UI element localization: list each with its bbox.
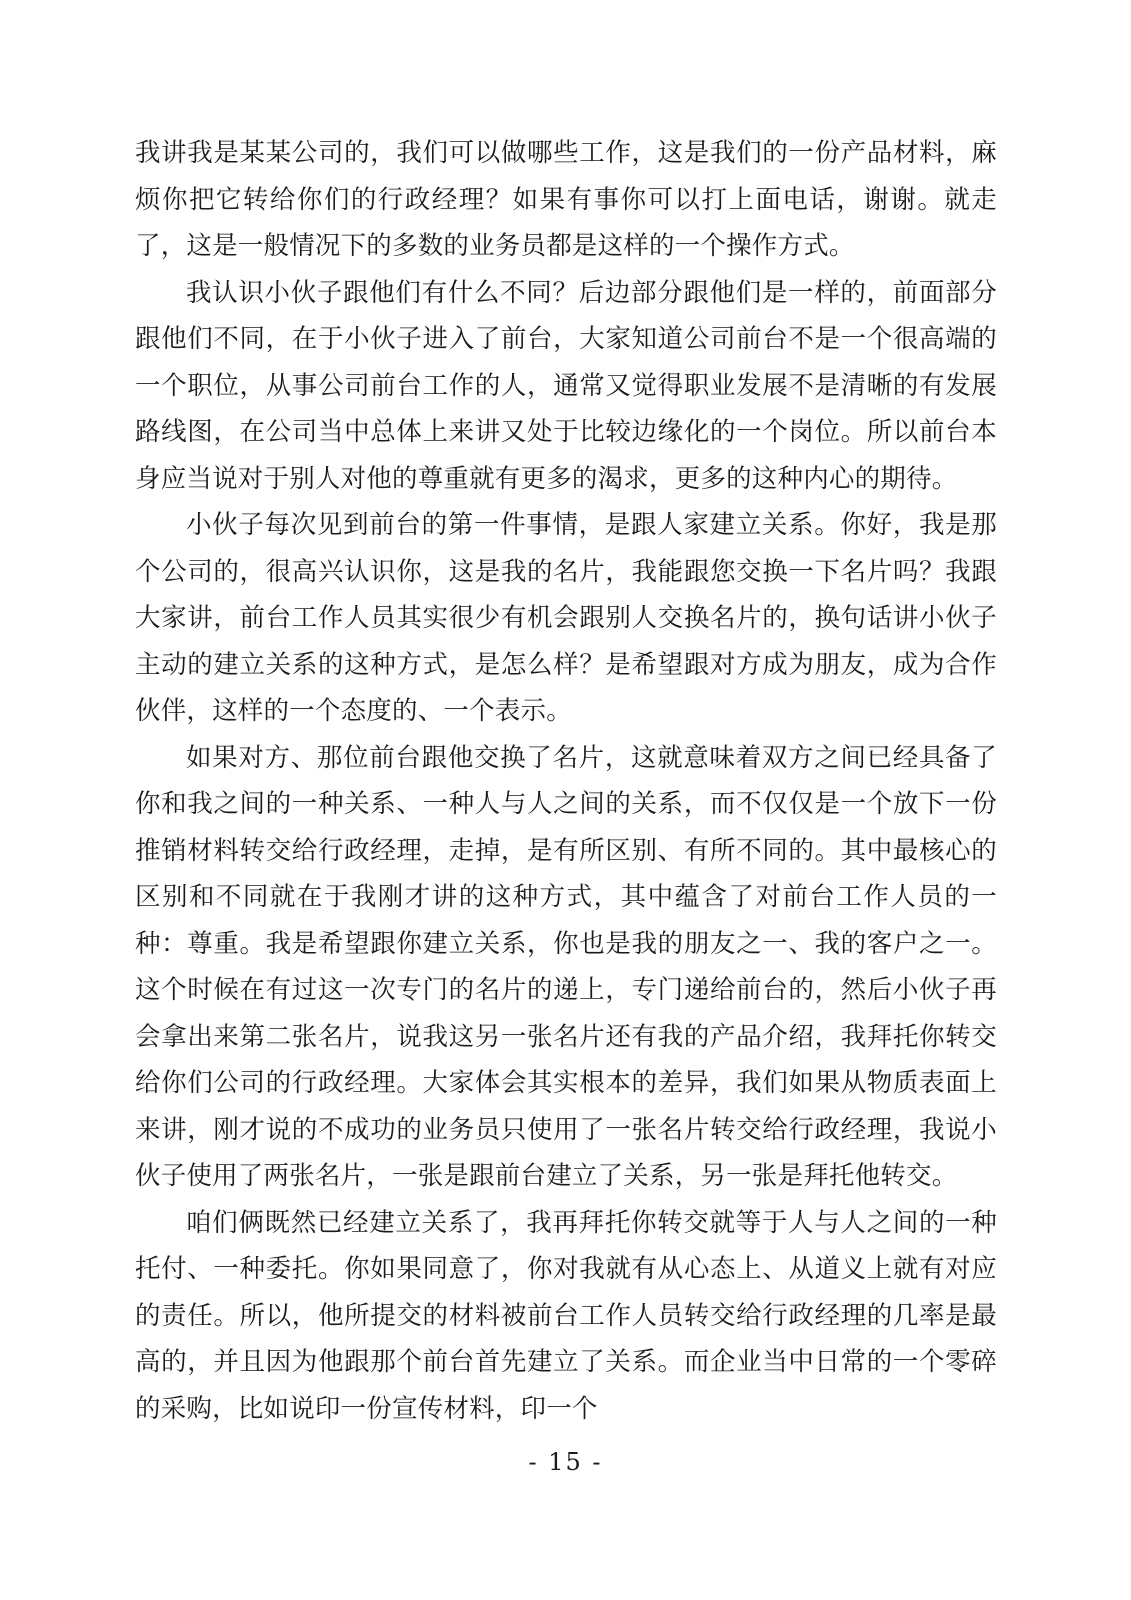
paragraph: 咱们俩既然已经建立关系了，我再拜托你转交就等于人与人之间的一种托付、一种委托。你如果同意了，你对我就有从心态上、从道义上就有对应的责任。所以，他所提交的材料被前台工作人员转交给行政经理的几率是最高的，并且因为他跟那个前台首先建立了关系。而企业当中日常的一个零碎的采购，比如说印一份宣传材料，印一个 (135, 1207, 997, 1424)
paragraph: 我讲我是某某公司的，我们可以做哪些工作，这是我们的一份产品材料，麻烦你把它转给你们的行政经理？如果有事你可以打上面电话，谢谢。就走了，这是一般情况下的多数的业务员都是这样的一个操作方式。 (135, 138, 997, 261)
paragraph: 我认识小伙子跟他们有什么不同？后边部分跟他们是一样的，前面部分跟他们不同，在于小伙子进入了前台，大家知道公司前台不是一个很高端的一个职位，从事公司前台工作的人，通常又觉得职业发展不是清晰的有发展路线图，在公司当中总体上来讲又处于比较边缘化的一个岗位。所以前台本身应当说对于别人对他的尊重就有更多的渴求，更多的这种内心的期待。 (135, 277, 997, 494)
paragraph: 小伙子每次见到前台的第一件事情，是跟人家建立关系。你好，我是那个公司的，很高兴认识你，这是我的名片，我能跟您交换一下名片吗？我跟大家讲，前台工作人员其实很少有机会跟别人交换名片的，换句话讲小伙子主动的建立关系的这种方式，是怎么样？是希望跟对方成为朋友，成为合作伙伴，这样的一个态度的、一个表示。 (135, 510, 997, 726)
page-number: - 15 - (528, 1448, 603, 1476)
paragraph: 如果对方、那位前台跟他交换了名片，这就意味着双方之间已经具备了你和我之间的一种关系、一种人与人之间的关系，而不仅仅是一个放下一份推销材料转交给行政经理，走掉，是有所区别、有所不同的。其中最核心的区别和不同就在于我刚才讲的这种方式，其中蕴含了对前台工作人员的一种：尊重。我是希望跟你建立关系，你也是我的朋友之一、我的客户之一。这个时候在有过这一次专门的名片的递上，专门递给前台的，然后小伙子再会拿出来第二张名片，说我这另一张名片还有我的产品介绍，我拜托你转交给你们公司的行政经理。大家体会其实根本的差异，我们如果从物质表面上来讲，刚才说的不成功的业务员只使用了一张名片转交给行政经理，我说小伙子使用了两张名片，一张是跟前台建立了关系，另一张是拜托他转交。 (135, 742, 997, 1191)
page-body (135, 130, 997, 1432)
